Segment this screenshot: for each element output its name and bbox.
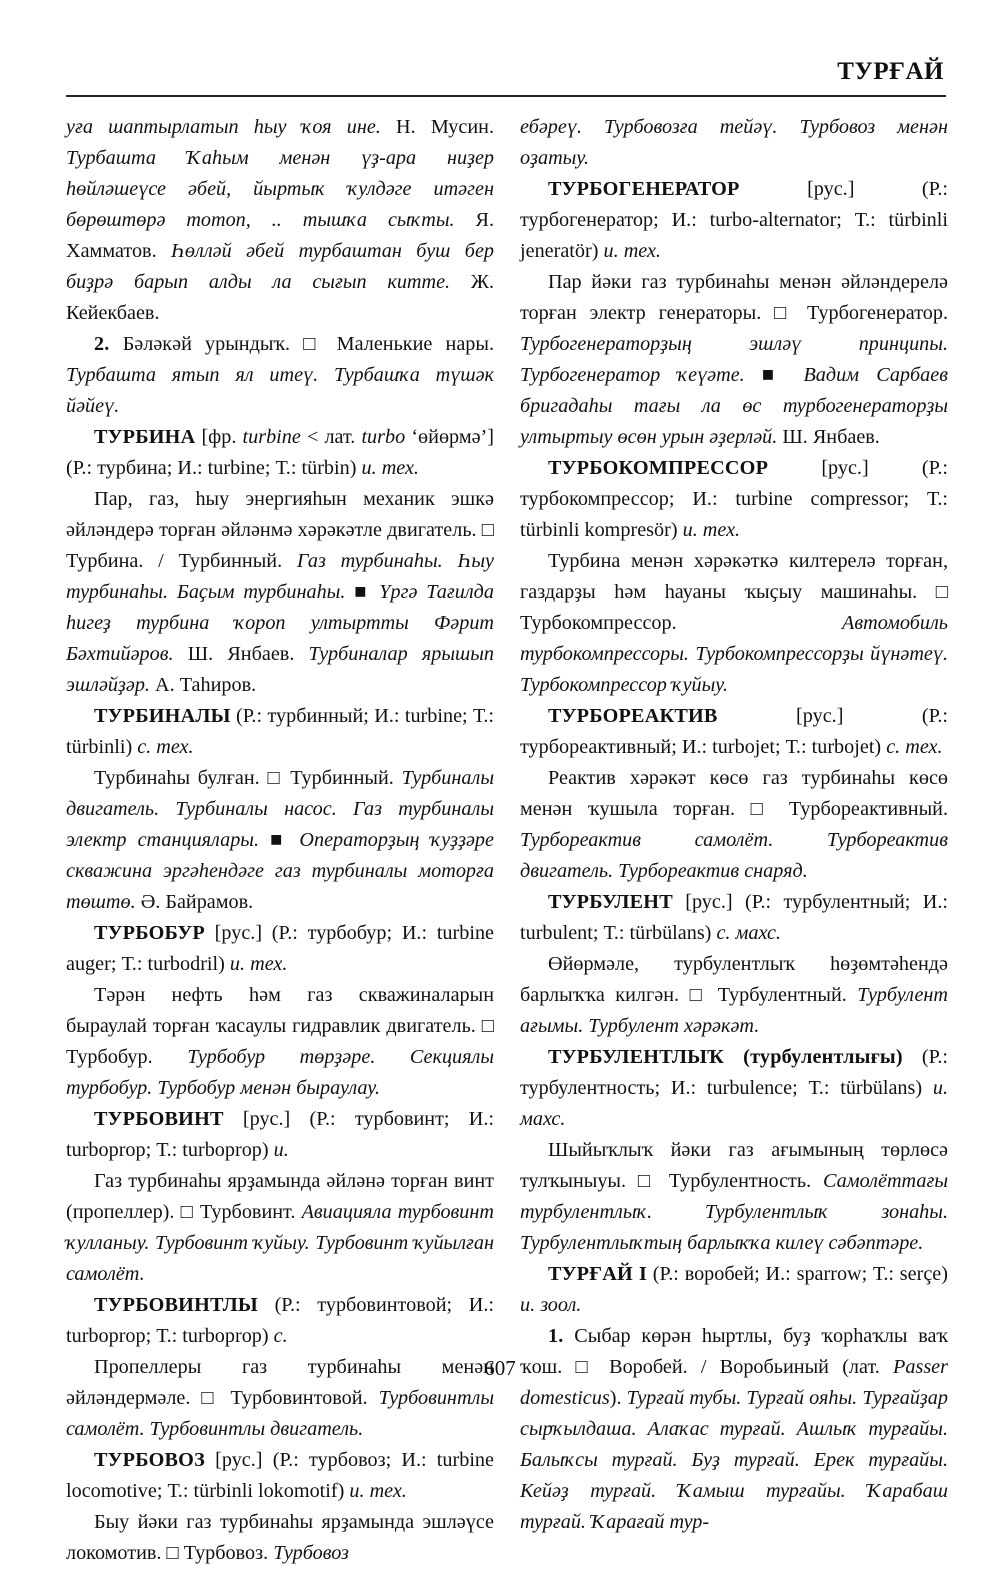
example-text: и. тех. — [361, 457, 419, 479]
example-text: Турбиналы двигатель. Турбиналы насос. Газ турбиналы электр станциялары. — [66, 767, 494, 851]
definition-text: Я. Хамматов. — [66, 209, 494, 262]
dictionary-paragraph — [66, 980, 494, 1104]
definition-text: [фр. — [195, 426, 243, 448]
definition-text: Ә. Байрамов. — [135, 891, 254, 913]
dictionary-paragraph — [520, 1321, 948, 1538]
definition-text: Н. Мусин. — [380, 116, 495, 138]
running-header: ТУРҒАЙ — [837, 58, 944, 85]
definition-text: (Р.: воробей; И.: sparrow; Т.: serçe) — [647, 1263, 948, 1285]
dictionary-paragraph — [66, 422, 494, 484]
example-text: и. тех. — [603, 240, 661, 262]
headword: ТУРБИНАЛЫ — [94, 705, 231, 727]
dictionary-paragraph — [66, 1166, 494, 1290]
headword: ТУРБОКОМПРЕССОР — [548, 457, 769, 479]
headword: ТУРБОВИНТЛЫ — [94, 1294, 258, 1316]
headword: 1. — [548, 1325, 564, 1347]
example-text: и. тех. — [682, 519, 741, 541]
dictionary-paragraph — [520, 453, 948, 546]
header-rule — [66, 95, 946, 97]
example-text: Турғай тубы. Турғай ояһы. Турғайҙар сырҡылдаша. Алаҡас турғай. Ашлыҡ турғайы. Балыҡсы турғай. Буҙ турғай. Ерек турғайы. Кейәҙ турғай. Ҡамыш турғайы. Ҡарабаш турғай. Ҡарағай тур- — [520, 1387, 948, 1533]
example-text: turbine — [242, 426, 301, 448]
left-column — [66, 112, 494, 1569]
definition-text: А. Таһиров. — [149, 674, 257, 696]
definition-text: Ж. Кейекбаев. — [66, 271, 494, 324]
definition-text: Ш. Янбаев. — [173, 643, 309, 665]
example-text: уға шаптырлатып һыу ҡоя ине. — [66, 116, 381, 138]
definition-text: Пар йәки газ турбинаһы менән әйләндерелә торған электр генераторы. □ Турбогенератор. — [520, 271, 948, 324]
headword: ТУРҒАЙ I — [548, 1263, 647, 1285]
definition-text: (Р.: турбинный; И.: turbine; Т.: türbinli) — [66, 705, 494, 758]
example-text: и. тех. — [229, 953, 288, 975]
example-text: Турбашта ятып ял итеү. Турбашҡа түшәк йәйеү. — [66, 364, 494, 417]
headword: ТУРБОВОЗ — [94, 1449, 205, 1471]
definition-text: ). — [609, 1387, 627, 1409]
dictionary-paragraph — [520, 1135, 948, 1259]
headword: ТУРБОГЕНЕРАТОР — [548, 178, 740, 200]
example-text: ебәреү. Турбовозға тейәү. Турбовоз менән оҙатыу. — [520, 116, 948, 169]
example-text: Операторҙың ҡуҙҙәре скважина эргәһендәге газ турбиналы моторға төштө. — [66, 829, 494, 913]
dictionary-paragraph — [520, 174, 948, 267]
dictionary-paragraph — [66, 484, 494, 701]
definition-text: ■ — [345, 581, 380, 603]
definition-text: [рус.] (Р.: турбовоз; И.: turbine locomotive; Т.: türbinli lokomotif) — [66, 1449, 494, 1502]
example-text: с. тех. — [886, 736, 943, 758]
headword: (турбулентлығы) — [743, 1046, 903, 1068]
dictionary-paragraph — [66, 1104, 494, 1166]
definition-text: [рус.] (Р.: турбореактивный; И.: turbojet; Т.: turbojet) — [520, 705, 948, 758]
example-text: turbo — [361, 426, 406, 448]
definition-text: ■ — [259, 829, 300, 851]
definition-text: Сыбар көрән һыртлы, буҙ ҡорһаҡлы ваҡ ҡош. □ Воробей. / Воробьиный (лат. — [520, 1325, 948, 1378]
dictionary-paragraph — [520, 1259, 948, 1321]
dictionary-paragraph — [520, 763, 948, 887]
headword: ТУРБУЛЕНТ — [548, 891, 673, 913]
dictionary-paragraph — [520, 701, 948, 763]
example-text: с. — [273, 1325, 288, 1347]
page-number: 607 — [484, 1356, 516, 1380]
definition-text: Тәрән нефть һәм газ скважиналарын быраулай торған ҡасаулы гидравлик двигатель. □ Турбобур. — [66, 984, 494, 1068]
headword: ТУРБОРЕАКТИВ — [548, 705, 718, 727]
example-text: Турбовинтлы самолёт. Турбовинтлы двигатель. — [66, 1387, 494, 1440]
definition-text — [724, 1046, 743, 1068]
dictionary-paragraph — [520, 949, 948, 1042]
headword: ТУРБОБУР — [94, 922, 205, 944]
definition-text: Пар, газ, һыу энергияһын механик эшкә әйләндерә торған әйләнмә хәрәкәтле двигатель. □ Турбина. / Турбинный. — [66, 488, 494, 572]
headword: ТУРБУЛЕНТЛЫҠ — [548, 1046, 725, 1068]
example-text: и. махс. — [520, 1077, 948, 1130]
right-column — [520, 112, 948, 1538]
definition-text: [рус.] (Р.: турбулентный; И.: turbulent; Т.: türbülans) — [520, 891, 948, 944]
example-text: Passer domesticus — [520, 1356, 948, 1409]
headword: 2. — [94, 333, 110, 355]
definition-text: Бәләкәй урындыҡ. □ Маленькие нары. — [109, 333, 494, 355]
example-text: и. зоол. — [520, 1294, 582, 1316]
example-text: Турбашта Ҡаһым менән үҙ-ара ниҙер һөйләшеүсе әбей, йыртыҡ ҡулдәге итәген бөрөштөрә тотоп, .. тышҡа сыҡты. — [66, 147, 494, 231]
definition-text: Өйөрмәле, турбулентлыҡ һөҙөмтәһендә барлыҡҡа килгән. □ Турбулентный. — [520, 953, 948, 1006]
definition-text: Газ турбинаһы ярҙамында әйләнә торған винт (пропеллер). □ Турбовинт. — [66, 1170, 494, 1223]
example-text: Һөлләй әбей турбаштан буш бер биҙрә барып алды ла сығып китте. — [66, 240, 494, 293]
dictionary-paragraph — [520, 112, 948, 174]
definition-text: Турбинаһы булған. □ Турбинный. — [94, 767, 402, 789]
dictionary-paragraph — [66, 1290, 494, 1352]
example-text: Турбобур төрҙәре. Секциялы турбобур. Турбобур менән быраулау. — [66, 1046, 494, 1099]
example-text: Вадим Сарбаев бригадаһы тағы ла өс турбогенераторҙы ултыртыу өсөн урын әҙерләй. — [520, 364, 948, 448]
example-text: Турбореактив самолёт. Турбореактив двигатель. Турбореактив снаряд. — [520, 829, 948, 882]
example-text: Авиацияла турбовинт ҡулланыу. Турбовинт ҡуйыу. Турбовинт ҡуйылған самолёт. — [66, 1201, 494, 1285]
dictionary-paragraph — [66, 763, 494, 918]
definition-text: [рус.] (Р.: турбокомпрессор; И.: turbine compressor; Т.: türbinli kompresör) — [520, 457, 948, 541]
definition-text: Шыйыҡлыҡ йәки газ ағымының төрлөсә тулҡыныуы. □ Турбулентность. — [520, 1139, 948, 1192]
example-text: с. тех. — [137, 736, 194, 758]
example-text: Турбовоз — [273, 1542, 349, 1564]
definition-text: ■ — [744, 364, 804, 386]
dictionary-paragraph — [520, 267, 948, 453]
example-text: Турбиналар ярышып эшләйҙәр. — [66, 643, 495, 696]
dictionary-paragraph — [66, 112, 494, 329]
definition-text: Турбина менән хәрәкәткә килтерелә торған, газдарҙы һәм һауаны ҡыҫыу машинаһы. □ Турбокомпрессор. — [520, 550, 948, 634]
definition-text: Быу йәки газ турбинаһы ярҙамында эшләүсе локомотив. □ Турбовоз. — [66, 1511, 494, 1564]
definition-text: ‘өйөрмә’] (Р.: турбина; И.: turbine; Т.: türbin) — [66, 426, 494, 479]
example-text: Газ турбинаһы. Һыу турбинаһы. Баҫым турбинаһы. — [66, 550, 494, 603]
example-text: Үргә Тағилда һигеҙ турбина ҡороп ултыртты Фәрит Бәхтийәров. — [66, 581, 494, 665]
definition-text: [рус.] (Р.: турбобур; И.: turbine auger; Т.: turbodril) — [66, 922, 494, 975]
dictionary-paragraph — [66, 1507, 494, 1569]
example-text: Турбулент ағымы. Турбулент хәрәкәт. — [520, 984, 948, 1037]
example-text: и. — [273, 1139, 289, 1161]
dictionary-paragraph — [66, 1445, 494, 1507]
headword: ТУРБИНА — [94, 426, 196, 448]
dictionary-paragraph — [520, 1042, 948, 1135]
example-text: с. махс. — [716, 922, 781, 944]
headword: ТУРБОВИНТ — [94, 1108, 224, 1130]
definition-text: < лат. — [300, 426, 362, 448]
definition-text: (Р.: турбулентность; И.: turbulence; Т.: türbülans) — [520, 1046, 948, 1099]
dictionary-paragraph — [66, 918, 494, 980]
definition-text: [рус.] (Р.: турбогенератор; И.: turbo-alternator; Т.: türbinli jeneratör) — [520, 178, 948, 262]
definition-text: Пропеллеры газ турбинаһы менән әйләндермәле. □ Турбовинтовой. — [66, 1356, 494, 1409]
example-text: Автомобиль турбокомпрессоры. Турбокомпрессорҙы йүнәтеү. Турбокомпрессор ҡуйыу. — [520, 612, 948, 696]
dictionary-paragraph — [66, 701, 494, 763]
dictionary-paragraph — [520, 887, 948, 949]
example-text: Самолёттағы турбулентлыҡ. Турбулентлыҡ зонаһы. Турбулентлыҡтың барлыҡҡа килеү сәбәптәре. — [520, 1170, 948, 1254]
example-text: и. тех. — [349, 1480, 407, 1502]
definition-text: [рус.] (Р.: турбовинт; И.: turboprop; Т.: turboprop) — [66, 1108, 494, 1161]
example-text: Турбогенераторҙың эшләү принципы. Турбогенератор ҡеүәте. — [520, 333, 948, 386]
definition-text: (Р.: турбовинтовой; И.: turboprop; Т.: turboprop) — [66, 1294, 494, 1347]
definition-text: Ш. Янбаев. — [777, 426, 880, 448]
dictionary-paragraph — [520, 546, 948, 701]
dictionary-paragraph — [66, 329, 494, 422]
definition-text: Реактив хәрәкәт көсө газ турбинаһы көсө менән ҡушыла торған. □ Турбореактивный. — [520, 767, 948, 820]
